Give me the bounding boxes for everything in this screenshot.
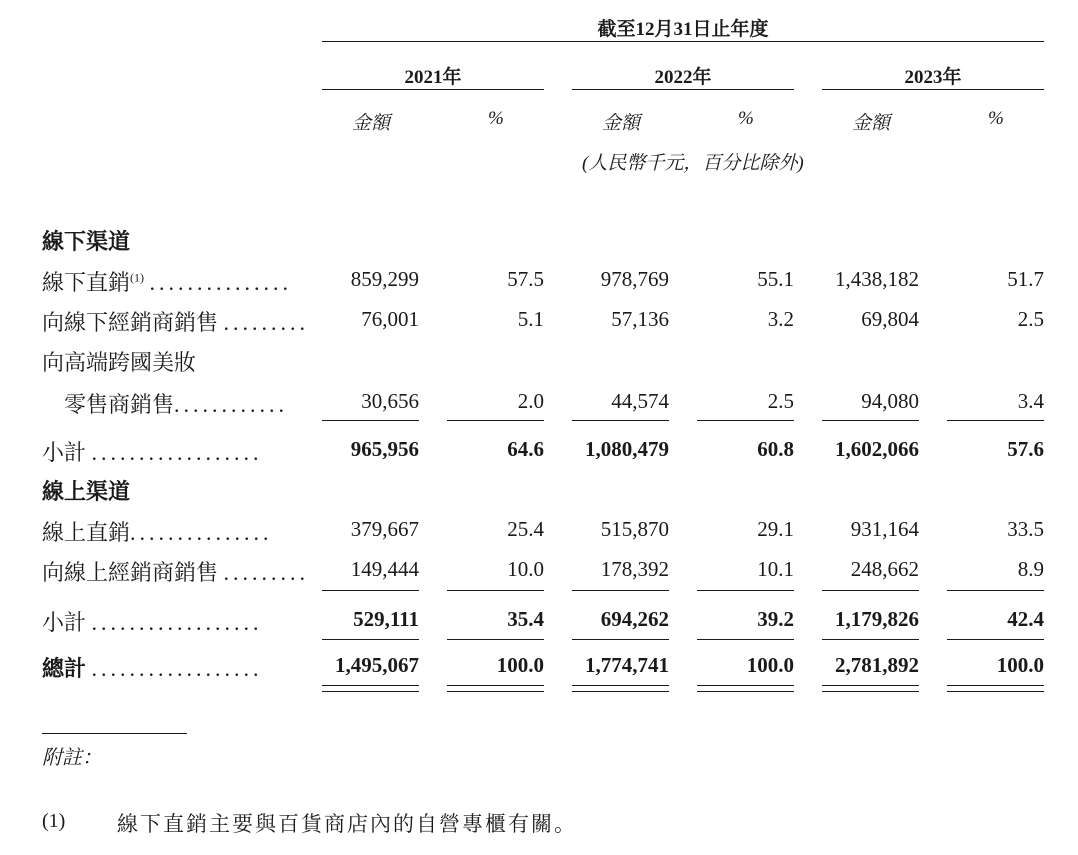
- cell-offline-dist-2021-pct: 5.1: [517, 307, 544, 331]
- cell-total-2022-pct: 100.0: [746, 653, 794, 677]
- cell-online-direct-2021-amount: 379,667: [350, 517, 419, 541]
- row-label-offline-direct: 線下直銷$^{(1)}$ ...............: [42, 270, 293, 295]
- row-label-crossborder-line2: 零售商銷售............: [64, 392, 289, 417]
- cell-crossborder-2021-pct: 2.0: [517, 389, 544, 413]
- unit-note: (人民幣千元，百分比除外): [582, 153, 804, 174]
- section-offline-heading: 線下渠道: [42, 229, 131, 254]
- row-label-online-dist: 向線上經銷商銷售 .........: [42, 560, 310, 585]
- year-2021-header: 2021年: [404, 67, 462, 88]
- cell-online-dist-2023-pct: 8.9: [1017, 557, 1044, 581]
- subtotal-rule: [447, 590, 544, 591]
- year-2023-header: 2023年: [904, 67, 962, 88]
- row-label-offline-dist: 向線下經銷商銷售 .........: [42, 310, 310, 335]
- cell-crossborder-2023-pct: 3.4: [1017, 389, 1044, 413]
- section-online-heading: 線上渠道: [42, 479, 131, 504]
- amount-label-2021: 金額: [352, 113, 391, 134]
- cell-online-dist-2022-pct: 10.1: [757, 557, 794, 581]
- cell-online-direct-2022-amount: 515,870: [600, 517, 669, 541]
- double-rule: [697, 685, 794, 686]
- total-rule: [947, 639, 1044, 640]
- cell-online-subtotal-2021-amount: 529,111: [353, 607, 419, 631]
- cell-offline-dist-2023-pct: 2.5: [1017, 307, 1044, 331]
- cell-online-direct-2023-pct: 33.5: [1007, 517, 1044, 541]
- row-label-online-direct: 線上直銷...............: [42, 520, 273, 545]
- cell-online-subtotal-2022-pct: 39.2: [757, 607, 794, 631]
- subtotal-rule: [322, 420, 419, 421]
- cell-offline-dist-2021-amount: 76,001: [361, 307, 419, 331]
- row-label-total: 總計 ..................: [42, 656, 263, 681]
- cell-total-2021-amount: 1,495,067: [335, 653, 419, 677]
- note-marker: (1): [42, 810, 66, 832]
- subtotal-rule: [822, 420, 919, 421]
- double-rule: [447, 685, 544, 686]
- row-label-online-subtotal: 小計 ..................: [42, 610, 263, 635]
- double-rule: [947, 691, 1044, 692]
- total-rule: [572, 639, 669, 640]
- subtotal-rule: [447, 420, 544, 421]
- subtotal-rule: [947, 590, 1044, 591]
- subtotal-rule: [572, 420, 669, 421]
- cell-offline-direct-2021-pct: 57.5: [507, 267, 544, 291]
- cell-online-direct-2021-pct: 25.4: [507, 517, 544, 541]
- cell-online-dist-2021-pct: 10.0: [507, 557, 544, 581]
- row-label-crossborder-line1: 向高端跨國美妝: [42, 350, 197, 375]
- amount-label-2022: 金額: [602, 113, 641, 134]
- cell-offline-subtotal-2022-amount: 1,080,479: [585, 437, 669, 461]
- cell-offline-direct-2021-amount: 859,299: [350, 267, 419, 291]
- cell-offline-subtotal-2023-pct: 57.6: [1007, 437, 1044, 461]
- cell-offline-direct-2023-pct: 51.7: [1007, 267, 1044, 291]
- year-2021-rule: [322, 89, 544, 90]
- double-rule: [447, 691, 544, 692]
- total-rule: [822, 639, 919, 640]
- cell-crossborder-2022-pct: 2.5: [767, 389, 794, 413]
- cell-offline-subtotal-2021-amount: 965,956: [350, 437, 419, 461]
- double-rule: [822, 685, 919, 686]
- cell-offline-subtotal-2021-pct: 64.6: [507, 437, 544, 461]
- cell-total-2021-pct: 100.0: [496, 653, 544, 677]
- notes-separator: [42, 733, 187, 734]
- pct-label-2022: %: [738, 108, 754, 129]
- cell-online-dist-2022-amount: 178,392: [600, 557, 669, 581]
- pct-label-2021: %: [488, 108, 504, 129]
- period-header: 截至12月31日止年度: [597, 19, 769, 40]
- cell-total-2022-amount: 1,774,741: [585, 653, 669, 677]
- cell-offline-subtotal-2023-amount: 1,602,066: [835, 437, 919, 461]
- cell-online-subtotal-2023-pct: 42.4: [1007, 607, 1044, 631]
- subtotal-rule: [822, 590, 919, 591]
- subtotal-rule: [697, 590, 794, 591]
- cell-offline-subtotal-2022-pct: 60.8: [757, 437, 794, 461]
- cell-online-direct-2022-pct: 29.1: [757, 517, 794, 541]
- double-rule: [572, 685, 669, 686]
- double-rule: [697, 691, 794, 692]
- cell-online-dist-2023-amount: 248,662: [850, 557, 919, 581]
- total-rule: [447, 639, 544, 640]
- total-rule: [322, 639, 419, 640]
- cell-online-direct-2023-amount: 931,164: [850, 517, 919, 541]
- double-rule: [322, 691, 419, 692]
- cell-online-dist-2021-amount: 149,444: [350, 557, 419, 581]
- double-rule: [322, 685, 419, 686]
- cell-total-2023-pct: 100.0: [996, 653, 1044, 677]
- amount-label-2023: 金額: [852, 113, 891, 134]
- cell-crossborder-2023-amount: 94,080: [861, 389, 919, 413]
- notes-heading: 附註：: [42, 747, 102, 769]
- cell-offline-direct-2023-amount: 1,438,182: [835, 267, 919, 291]
- cell-crossborder-2022-amount: 44,574: [611, 389, 669, 413]
- cell-offline-dist-2022-pct: 3.2: [767, 307, 794, 331]
- cell-offline-dist-2023-amount: 69,804: [861, 307, 919, 331]
- cell-online-subtotal-2022-amount: 694,262: [600, 607, 669, 631]
- cell-online-subtotal-2021-pct: 35.4: [507, 607, 544, 631]
- subtotal-rule: [947, 420, 1044, 421]
- subtotal-rule: [697, 420, 794, 421]
- cell-total-2023-amount: 2,781,892: [835, 653, 919, 677]
- cell-crossborder-2021-amount: 30,656: [361, 389, 419, 413]
- cell-online-subtotal-2023-amount: 1,179,826: [835, 607, 919, 631]
- total-rule: [697, 639, 794, 640]
- subtotal-rule: [572, 590, 669, 591]
- cell-offline-direct-2022-pct: 55.1: [757, 267, 794, 291]
- pct-label-2023: %: [988, 108, 1004, 129]
- row-label-offline-subtotal: 小計 ..................: [42, 440, 263, 465]
- year-2022-header: 2022年: [654, 67, 712, 88]
- note-text: 線下直銷主要與百貨商店內的自營專櫃有關。: [117, 812, 577, 836]
- cell-offline-dist-2022-amount: 57,136: [611, 307, 669, 331]
- cell-offline-direct-2022-amount: 978,769: [600, 267, 669, 291]
- double-rule: [947, 685, 1044, 686]
- year-2023-rule: [822, 89, 1044, 90]
- period-rule: [322, 41, 1044, 42]
- double-rule: [822, 691, 919, 692]
- double-rule: [572, 691, 669, 692]
- year-2022-rule: [572, 89, 794, 90]
- subtotal-rule: [322, 590, 419, 591]
